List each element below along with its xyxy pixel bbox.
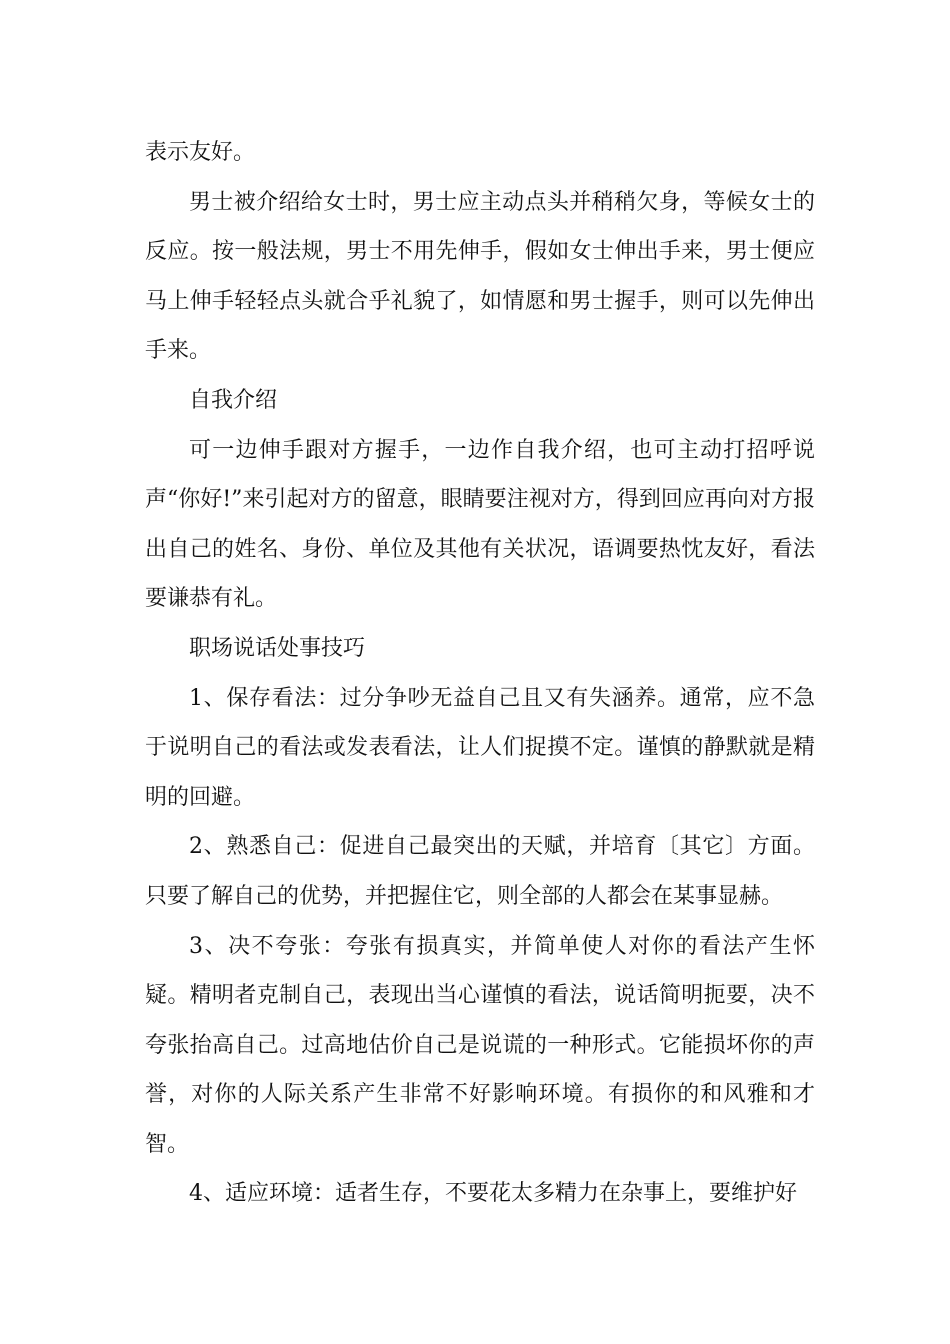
document-body: [145, 128, 815, 1219]
section-heading-workplace-tips: 职场说话处事技巧: [189, 635, 366, 661]
paragraph-self-introduction: 可一边伸手跟对方握手，一边作自我介绍，也可主动打招呼说声“你好!”来引起对方的留意，眼睛要注视对方，得到回应再向对方报出自己的姓名、身份、单位及其他有关状况，语调要热忱友好，看法要谦恭有礼。: [145, 437, 815, 612]
paragraph-tip-1: 1、保存看法：过分争吵无益自己且又有失涵养。通常，应不急于说明自己的看法或发表看法，让人们捉摸不定。谨慎的静默就是精明的回避。: [145, 685, 815, 810]
paragraph-tip-4: 4、适应环境：适者生存，不要花太多精力在杂事上，要维护好: [189, 1181, 797, 1207]
paragraph-tip-3: 3、决不夸张：夸张有损真实，并简单使人对你的看法产生怀疑。精明者克制自己，表现出当心谨慎的看法，说话简明扼要，决不夸张抬高自己。过高地估价自己是说谎的一种形式。它能损坏你的声誉，对你的人际关系产生非常不好影响环境。有损你的和风雅和才智。: [145, 933, 815, 1157]
paragraph-tip-2: 2、熟悉自己：促进自己最突出的天赋，并培育〔其它〕方面。只要了解自己的优势，并把握住它，则全部的人都会在某事显赫。: [145, 834, 815, 909]
paragraph-continuation: 表示友好。: [145, 140, 256, 165]
paragraph-men-introduced: 男士被介绍给女士时，男士应主动点头并稍稍欠身，等候女士的反应。按一般法规，男士不用先伸手，假如女士伸出手来，男士便应马上伸手轻轻点头就合乎礼貌了，如情愿和男士握手，则可以先伸出手来。: [145, 189, 815, 364]
section-heading-self-introduction: 自我介绍: [189, 387, 278, 413]
